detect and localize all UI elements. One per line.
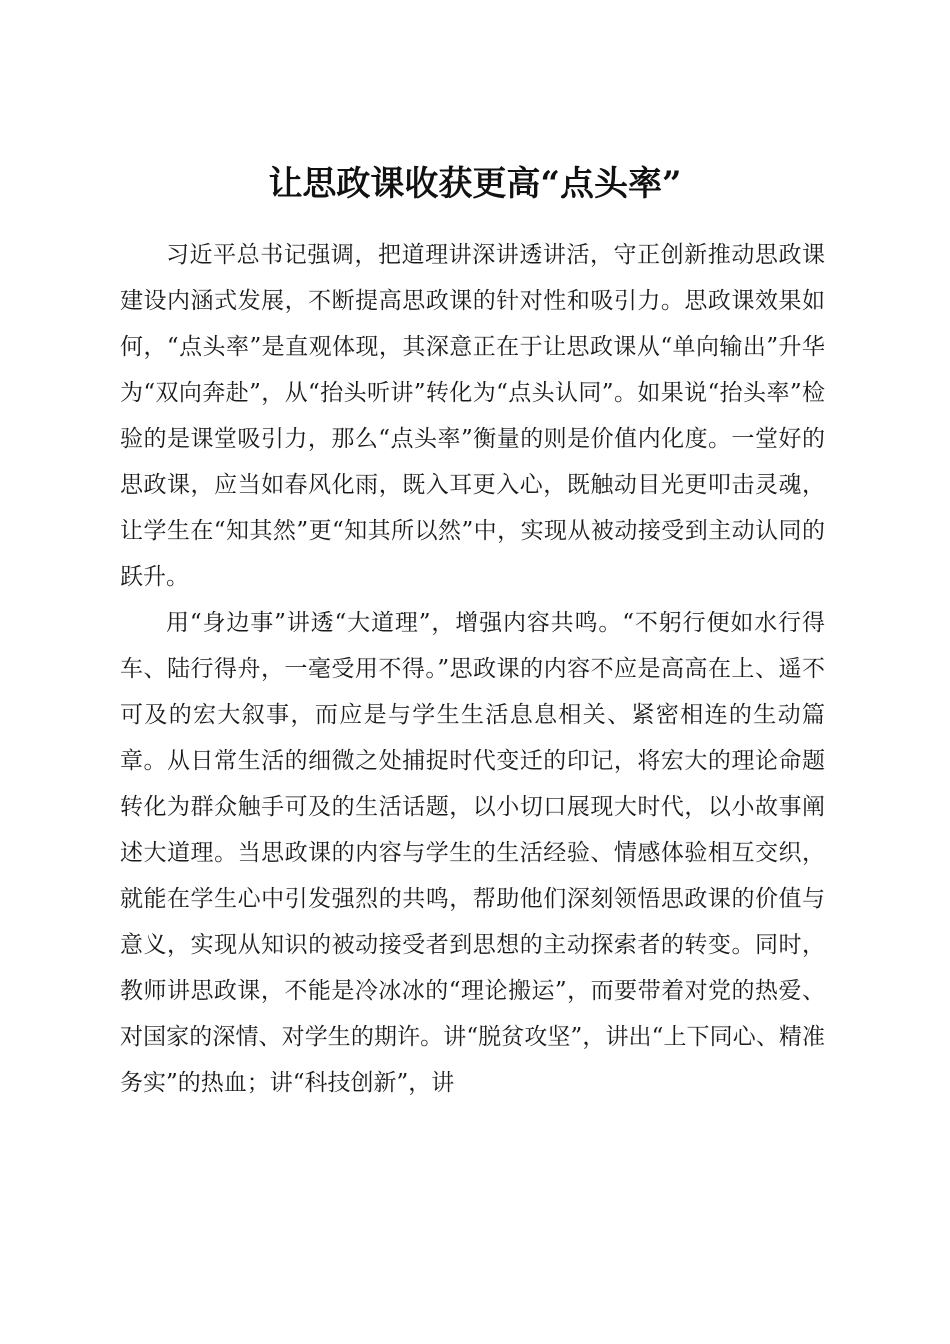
paragraph-intro: 习近平总书记强调，把道理讲深讲透讲活，守正创新推动思政课建设内涵式发展，不断提高思政课的针对性和吸引力。思政课效果如何，“点头率”是直观体现，其深意正在于让思政课从“单向输出”升华为“双向奔赴”，从“抬头听讲”转化为“点头认同”。如果说“抬头率”检验的是课堂吸引力，那么“点头率”衡量的则是价值内化度。一堂好的思政课，应当如春风化雨，既入耳更入心，既触动目光更叩击灵魂，让学生在“知其然”更“知其所以然”中，实现从被动接受到主动认同的跃升。 [120, 242, 825, 590]
document-title: 让思政课收获更高“点头率” [268, 163, 682, 204]
document-body [120, 232, 825, 1106]
paragraph-content-resonance: 用“身边事”讲透“大道理”，增强内容共鸣。“不躬行便如水行得车、陆行得舟，一毫受用不得。”思政课的内容不应是高高在上、遥不可及的宏大叙事，而应是与学生生活息息相关、紧密相连的生动篇章。从日常生活的细微之处捕捉时代变迁的印记，将宏大的理论命题转化为群众触手可及的生活话题，以小切口展现大时代，以小故事阐述大道理。当思政课的内容与学生的生活经验、情感体验相互交织，就能在学生心中引发强烈的共鸣，帮助他们深刻领悟思政课的价值与意义，实现从知识的被动接受者到思想的主动探索者的转变。同时，教师讲思政课，不能是冷冰冰的“理论搬运”，而要带着对党的热爱、对国家的深情、对学生的期许。讲“脱贫攻坚”，讲出“上下同心、精准务实”的热血；讲“科技创新”，讲 [120, 610, 825, 1096]
